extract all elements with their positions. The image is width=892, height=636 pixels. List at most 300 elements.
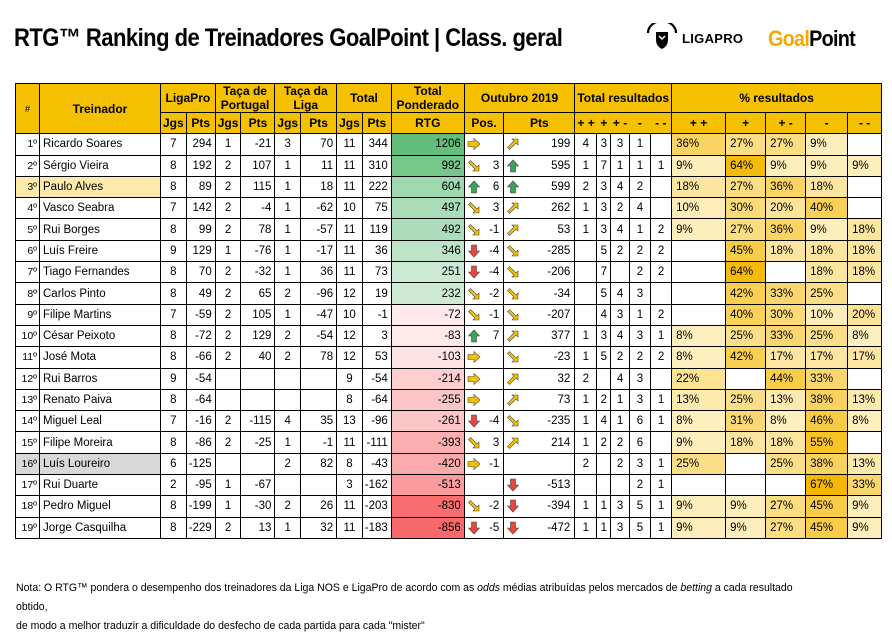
row-ligapro-jgs: 7: [161, 304, 187, 325]
row-tl-pts: 18: [301, 176, 337, 197]
row-oct-pts-arrow: [504, 411, 531, 432]
row-res-pm: 2: [611, 432, 629, 453]
row-tp-jgs: 2: [215, 325, 241, 346]
arrow-down-icon: [506, 521, 520, 535]
row-oct-pos-arrow: [464, 325, 483, 346]
arrow-down-icon: [467, 414, 481, 428]
row-coach-name: Miguel Leal: [40, 411, 161, 432]
row-res-p: 5: [597, 240, 611, 261]
row-tp-pts: 40: [241, 347, 275, 368]
arrow-down-icon: [467, 521, 481, 535]
row-res-m: 6: [629, 411, 650, 432]
table-row: [16, 411, 882, 432]
row-oct-pos: [483, 134, 504, 155]
row-total-jgs: 11: [337, 155, 363, 176]
row-tp-pts: -30: [241, 496, 275, 517]
row-rank: 6º: [16, 240, 40, 261]
row-oct-pos-arrow: [464, 453, 483, 474]
row-tl-jgs: 2: [275, 283, 301, 304]
row-pct-pp: [672, 283, 726, 304]
row-ligapro-jgs: 7: [161, 411, 187, 432]
row-res-pp: 4: [575, 134, 597, 155]
row-ligapro-jgs: 8: [161, 432, 187, 453]
row-res-pm: [611, 262, 629, 283]
row-res-pm: 3: [611, 134, 629, 155]
row-ligapro-jgs: 8: [161, 517, 187, 538]
row-res-mm: 2: [650, 304, 671, 325]
row-total-jgs: 13: [337, 411, 363, 432]
row-oct-pts: 73: [531, 389, 575, 410]
row-oct-pts: 53: [531, 219, 575, 240]
row-res-mm: 2: [650, 219, 671, 240]
arrow-down-right-icon: [467, 159, 481, 173]
row-pct-p: 27%: [726, 134, 766, 155]
row-res-mm: 1: [650, 411, 671, 432]
row-pct-m: 38%: [806, 389, 848, 410]
row-oct-pos: 7: [483, 325, 504, 346]
row-res-p: 7: [597, 262, 611, 283]
row-res-m: 1: [629, 155, 650, 176]
row-oct-pts: 599: [531, 176, 575, 197]
row-total-pts: -43: [362, 453, 391, 474]
row-res-pm: 2: [611, 240, 629, 261]
row-res-p: 3: [597, 219, 611, 240]
row-tp-jgs: 1: [215, 134, 241, 155]
row-tp-jgs: 2: [215, 304, 241, 325]
footnote: [16, 579, 827, 636]
row-tp-pts: 78: [241, 219, 275, 240]
row-ligapro-pts: -199: [186, 496, 215, 517]
row-pct-pm: 8%: [766, 411, 806, 432]
row-rank: 5º: [16, 219, 40, 240]
row-ligapro-jgs: 8: [161, 176, 187, 197]
header-total: Total: [337, 84, 392, 113]
row-pct-m: 40%: [806, 198, 848, 219]
row-coach-name: Sérgio Vieira: [40, 155, 161, 176]
row-pct-p: 42%: [726, 347, 766, 368]
row-pct-m: 46%: [806, 411, 848, 432]
row-res-pm: 3: [611, 496, 629, 517]
row-oct-pos: [483, 475, 504, 496]
table-row: [16, 453, 882, 474]
row-res-m: 2: [629, 347, 650, 368]
goalpoint-logo: [768, 26, 855, 52]
row-pct-mm: 9%: [848, 496, 882, 517]
table-row: [16, 496, 882, 517]
row-pct-p: [726, 453, 766, 474]
row-res-pp: 1: [575, 496, 597, 517]
row-ligapro-jgs: 8: [161, 496, 187, 517]
row-ligapro-jgs: 8: [161, 347, 187, 368]
row-rank: 10º: [16, 325, 40, 346]
row-coach-name: Pedro Miguel: [40, 496, 161, 517]
row-oct-pos-arrow: [464, 347, 483, 368]
row-tl-pts: 70: [301, 134, 337, 155]
footnote-line1: [16, 579, 827, 617]
row-oct-pts: -207: [531, 304, 575, 325]
header-tl-pts: Pts: [301, 113, 337, 134]
row-total-jgs: 12: [337, 283, 363, 304]
row-pct-pm: 27%: [766, 134, 806, 155]
row-pct-p: 30%: [726, 198, 766, 219]
header-res-m: -: [629, 113, 650, 134]
row-rtg-ponderado: 346: [391, 240, 464, 261]
row-rtg-ponderado: 992: [391, 155, 464, 176]
row-res-mm: [650, 368, 671, 389]
table-row: [16, 347, 882, 368]
row-oct-pos: -4: [483, 240, 504, 261]
row-tp-pts: -4: [241, 198, 275, 219]
row-rtg-ponderado: -261: [391, 411, 464, 432]
header-total-pts: Pts: [362, 113, 391, 134]
row-oct-pts: 377: [531, 325, 575, 346]
header-coach: Treinador: [40, 84, 161, 134]
header-pct-mm: - -: [848, 113, 882, 134]
row-pct-pm: 18%: [766, 240, 806, 261]
row-pct-m: 9%: [806, 134, 848, 155]
row-res-pp: 2: [575, 368, 597, 389]
row-pct-mm: 18%: [848, 219, 882, 240]
row-oct-pts: -206: [531, 262, 575, 283]
row-total-jgs: 12: [337, 325, 363, 346]
row-ligapro-jgs: 7: [161, 198, 187, 219]
row-ligapro-jgs: 8: [161, 155, 187, 176]
row-ligapro-jgs: 7: [161, 134, 187, 155]
row-tl-pts: -47: [301, 304, 337, 325]
footnote-odds: odds: [477, 582, 500, 594]
row-oct-pts: -472: [531, 517, 575, 538]
row-pct-mm: 18%: [848, 262, 882, 283]
row-oct-pts-arrow: [504, 325, 531, 346]
row-coach-name: Filipe Martins: [40, 304, 161, 325]
footnote-line2: de modo a melhor traduzir a dificuldade do desfecho de cada partida para cada "mister": [16, 620, 425, 632]
row-total-jgs: 11: [337, 240, 363, 261]
row-pct-p: 64%: [726, 262, 766, 283]
row-tl-pts: -62: [301, 198, 337, 219]
row-rank: 4º: [16, 198, 40, 219]
arrow-down-right-icon: [467, 436, 481, 450]
row-pct-m: 18%: [806, 240, 848, 261]
header-tl-jgs: Jgs: [275, 113, 301, 134]
row-oct-pos: -1: [483, 219, 504, 240]
row-pct-p: 27%: [726, 219, 766, 240]
row-coach-name: Paulo Alves: [40, 176, 161, 197]
row-res-p: 3: [597, 325, 611, 346]
row-tl-pts: -57: [301, 219, 337, 240]
row-ligapro-pts: -64: [186, 389, 215, 410]
row-tl-jgs: 1: [275, 198, 301, 219]
row-tp-pts: -115: [241, 411, 275, 432]
row-tl-pts: 35: [301, 411, 337, 432]
row-tl-jgs: [275, 368, 301, 389]
row-res-mm: 1: [650, 475, 671, 496]
row-total-jgs: 10: [337, 198, 363, 219]
header-total-ponderado-line1: Total: [413, 84, 442, 98]
row-total-pts: -54: [362, 368, 391, 389]
arrow-up-right-icon: [506, 201, 520, 215]
row-ligapro-jgs: 9: [161, 240, 187, 261]
header-tp-pts: Pts: [241, 113, 275, 134]
row-tl-jgs: 1: [275, 262, 301, 283]
row-pct-pp: 13%: [672, 389, 726, 410]
row-tp-jgs: 2: [215, 219, 241, 240]
row-tp-jgs: [215, 389, 241, 410]
row-res-m: 3: [629, 368, 650, 389]
row-oct-pos: 6: [483, 176, 504, 197]
row-pct-p: 31%: [726, 411, 766, 432]
row-oct-pos-arrow: [464, 134, 483, 155]
row-ligapro-pts: -95: [186, 475, 215, 496]
row-rank: 18º: [16, 496, 40, 517]
row-tl-pts: -54: [301, 325, 337, 346]
row-res-mm: 1: [650, 496, 671, 517]
row-rtg-ponderado: 251: [391, 262, 464, 283]
row-tp-jgs: [215, 453, 241, 474]
row-coach-name: Filipe Moreira: [40, 432, 161, 453]
row-tp-jgs: 2: [215, 347, 241, 368]
row-oct-pts-arrow: [504, 496, 531, 517]
header-total-jgs: Jgs: [337, 113, 363, 134]
header-pct-resultados: % resultados: [672, 84, 882, 113]
row-total-pts: -96: [362, 411, 391, 432]
row-total-jgs: 11: [337, 432, 363, 453]
row-coach-name: Carlos Pinto: [40, 283, 161, 304]
row-tp-pts: -25: [241, 432, 275, 453]
row-total-jgs: 11: [337, 219, 363, 240]
row-res-pp: [575, 262, 597, 283]
row-res-m: 2: [629, 176, 650, 197]
row-pct-pp: 9%: [672, 496, 726, 517]
row-tp-jgs: 2: [215, 432, 241, 453]
row-res-pm: [611, 475, 629, 496]
row-res-p: 2: [597, 432, 611, 453]
row-ligapro-pts: -66: [186, 347, 215, 368]
header-taca-portugal: [215, 84, 275, 113]
row-res-pp: [575, 240, 597, 261]
row-rank: 1º: [16, 134, 40, 155]
row-coach-name: Rui Barros: [40, 368, 161, 389]
row-tl-jgs: 1: [275, 176, 301, 197]
row-total-pts: 75: [362, 198, 391, 219]
row-coach-name: Rui Duarte: [40, 475, 161, 496]
arrow-right-icon: [467, 372, 481, 386]
row-res-pp: 1: [575, 411, 597, 432]
row-pct-pm: 36%: [766, 219, 806, 240]
row-oct-pos: -1: [483, 304, 504, 325]
row-oct-pos: [483, 347, 504, 368]
row-total-jgs: 11: [337, 496, 363, 517]
row-pct-pm: 17%: [766, 347, 806, 368]
row-pct-pp: 36%: [672, 134, 726, 155]
row-oct-pos-arrow: [464, 517, 483, 538]
row-total-pts: -64: [362, 389, 391, 410]
row-oct-pos: -4: [483, 262, 504, 283]
row-res-pp: 1: [575, 389, 597, 410]
row-rtg-ponderado: 232: [391, 283, 464, 304]
row-ligapro-pts: -16: [186, 411, 215, 432]
row-oct-pts-arrow: [504, 475, 531, 496]
row-oct-pos-arrow: [464, 411, 483, 432]
table-row: [16, 240, 882, 261]
row-rank: 15º: [16, 432, 40, 453]
row-res-mm: 1: [650, 325, 671, 346]
row-res-pm: 1: [611, 155, 629, 176]
row-oct-pos-arrow: [464, 219, 483, 240]
row-pct-pm: [766, 262, 806, 283]
row-oct-pos: 3: [483, 198, 504, 219]
row-ligapro-pts: -54: [186, 368, 215, 389]
row-rtg-ponderado: -103: [391, 347, 464, 368]
row-oct-pts-arrow: [504, 219, 531, 240]
row-pct-m: 25%: [806, 325, 848, 346]
row-pct-pm: 36%: [766, 176, 806, 197]
row-res-pp: [575, 283, 597, 304]
row-tl-jgs: [275, 475, 301, 496]
row-total-jgs: 11: [337, 134, 363, 155]
row-rtg-ponderado: 604: [391, 176, 464, 197]
arrow-down-icon: [467, 244, 481, 258]
row-total-pts: 36: [362, 240, 391, 261]
row-res-mm: [650, 176, 671, 197]
goalpoint-logo-point: Point: [809, 26, 856, 51]
row-res-m: 1: [629, 304, 650, 325]
header-ligapro-pts: Pts: [186, 113, 215, 134]
row-pct-mm: 9%: [848, 517, 882, 538]
row-coach-name: Tiago Fernandes: [40, 262, 161, 283]
header-res-pm: + -: [611, 113, 629, 134]
row-pct-mm: 9%: [848, 155, 882, 176]
row-res-m: 2: [629, 262, 650, 283]
footnote-text-a: Nota: O RTG™ pondera o desempenho dos treinadores da Liga NOS e LigaPro de acordo com as: [16, 582, 478, 594]
row-res-m: 4: [629, 198, 650, 219]
row-oct-pts: 32: [531, 368, 575, 389]
row-ligapro-pts: 49: [186, 283, 215, 304]
header-taca-portugal-line2: Portugal: [220, 98, 270, 112]
row-pct-pp: [672, 240, 726, 261]
row-total-jgs: 9: [337, 368, 363, 389]
arrow-down-right-icon: [506, 265, 520, 279]
row-oct-pts-arrow: [504, 134, 531, 155]
row-total-pts: 3: [362, 325, 391, 346]
row-ligapro-pts: -86: [186, 432, 215, 453]
row-tp-pts: -76: [241, 240, 275, 261]
table-row: [16, 198, 882, 219]
row-total-pts: -111: [362, 432, 391, 453]
row-res-m: 2: [629, 240, 650, 261]
row-pct-p: [726, 368, 766, 389]
row-coach-name: César Peixoto: [40, 325, 161, 346]
row-pct-mm: [848, 368, 882, 389]
row-res-pm: 3: [611, 304, 629, 325]
row-tp-jgs: [215, 368, 241, 389]
ranking-table-body: [16, 134, 882, 539]
row-pct-mm: [848, 432, 882, 453]
row-oct-pts: 595: [531, 155, 575, 176]
row-tl-jgs: [275, 389, 301, 410]
row-total-pts: 119: [362, 219, 391, 240]
row-res-mm: 2: [650, 240, 671, 261]
header-taca-portugal-line1: Taça de: [223, 84, 267, 98]
row-tl-pts: 26: [301, 496, 337, 517]
row-pct-pm: 27%: [766, 517, 806, 538]
arrow-up-right-icon: [506, 393, 520, 407]
row-oct-pos: 3: [483, 432, 504, 453]
row-total-jgs: 11: [337, 262, 363, 283]
row-res-pm: 4: [611, 325, 629, 346]
row-oct-pos-arrow: [464, 496, 483, 517]
row-ligapro-jgs: 2: [161, 475, 187, 496]
row-res-p: 4: [597, 411, 611, 432]
row-rtg-ponderado: -255: [391, 389, 464, 410]
row-oct-pos-arrow: [464, 432, 483, 453]
row-oct-pts-arrow: [504, 283, 531, 304]
row-tl-jgs: 3: [275, 134, 301, 155]
row-tl-pts: 32: [301, 517, 337, 538]
row-pct-mm: 18%: [848, 240, 882, 261]
row-ligapro-pts: 192: [186, 155, 215, 176]
row-tp-pts: -67: [241, 475, 275, 496]
arrow-up-right-icon: [506, 329, 520, 343]
row-res-mm: 1: [650, 517, 671, 538]
header-pct-pm: + -: [766, 113, 806, 134]
header-ligapro-jgs: Jgs: [161, 113, 187, 134]
row-res-p: 2: [597, 389, 611, 410]
arrow-down-right-icon: [467, 499, 481, 513]
row-ligapro-pts: 99: [186, 219, 215, 240]
row-tl-jgs: 1: [275, 517, 301, 538]
header-rank: #: [16, 84, 40, 134]
row-res-pm: 2: [611, 347, 629, 368]
row-coach-name: Vasco Seabra: [40, 198, 161, 219]
row-tl-pts: 82: [301, 453, 337, 474]
row-rank: 9º: [16, 304, 40, 325]
table-row: [16, 304, 882, 325]
row-oct-pos-arrow: [464, 198, 483, 219]
row-res-p: 3: [597, 134, 611, 155]
arrow-down-right-icon: [467, 287, 481, 301]
row-rtg-ponderado: -214: [391, 368, 464, 389]
row-res-pp: 1: [575, 517, 597, 538]
row-res-pm: 4: [611, 368, 629, 389]
row-oct-pos-arrow: [464, 475, 483, 496]
row-oct-pos-arrow: [464, 176, 483, 197]
row-oct-pts: -23: [531, 347, 575, 368]
row-tl-pts: 11: [301, 155, 337, 176]
row-res-p: 7: [597, 155, 611, 176]
row-ligapro-pts: 70: [186, 262, 215, 283]
row-pct-mm: 8%: [848, 325, 882, 346]
row-rank: 3º: [16, 176, 40, 197]
row-oct-pos-arrow: [464, 283, 483, 304]
footnote-text-c: médias atribuídas pelos mercados de: [499, 582, 681, 594]
row-ligapro-pts: -125: [186, 453, 215, 474]
arrow-down-right-icon: [467, 308, 481, 322]
row-tp-jgs: 2: [215, 155, 241, 176]
row-oct-pos: -4: [483, 411, 504, 432]
page-title: RTG™ Ranking de Treinadores GoalPoint | Class. geral: [14, 24, 563, 52]
row-res-mm: 1: [650, 389, 671, 410]
row-rtg-ponderado: -830: [391, 496, 464, 517]
ligapro-shield-icon: [645, 23, 679, 53]
row-res-mm: 1: [650, 453, 671, 474]
row-total-jgs: 8: [337, 453, 363, 474]
row-total-jgs: 11: [337, 176, 363, 197]
row-tl-jgs: 4: [275, 411, 301, 432]
row-oct-pos: 3: [483, 155, 504, 176]
header-oct-pts: Pts: [504, 113, 575, 134]
row-oct-pts: -34: [531, 283, 575, 304]
row-oct-pts: 214: [531, 432, 575, 453]
